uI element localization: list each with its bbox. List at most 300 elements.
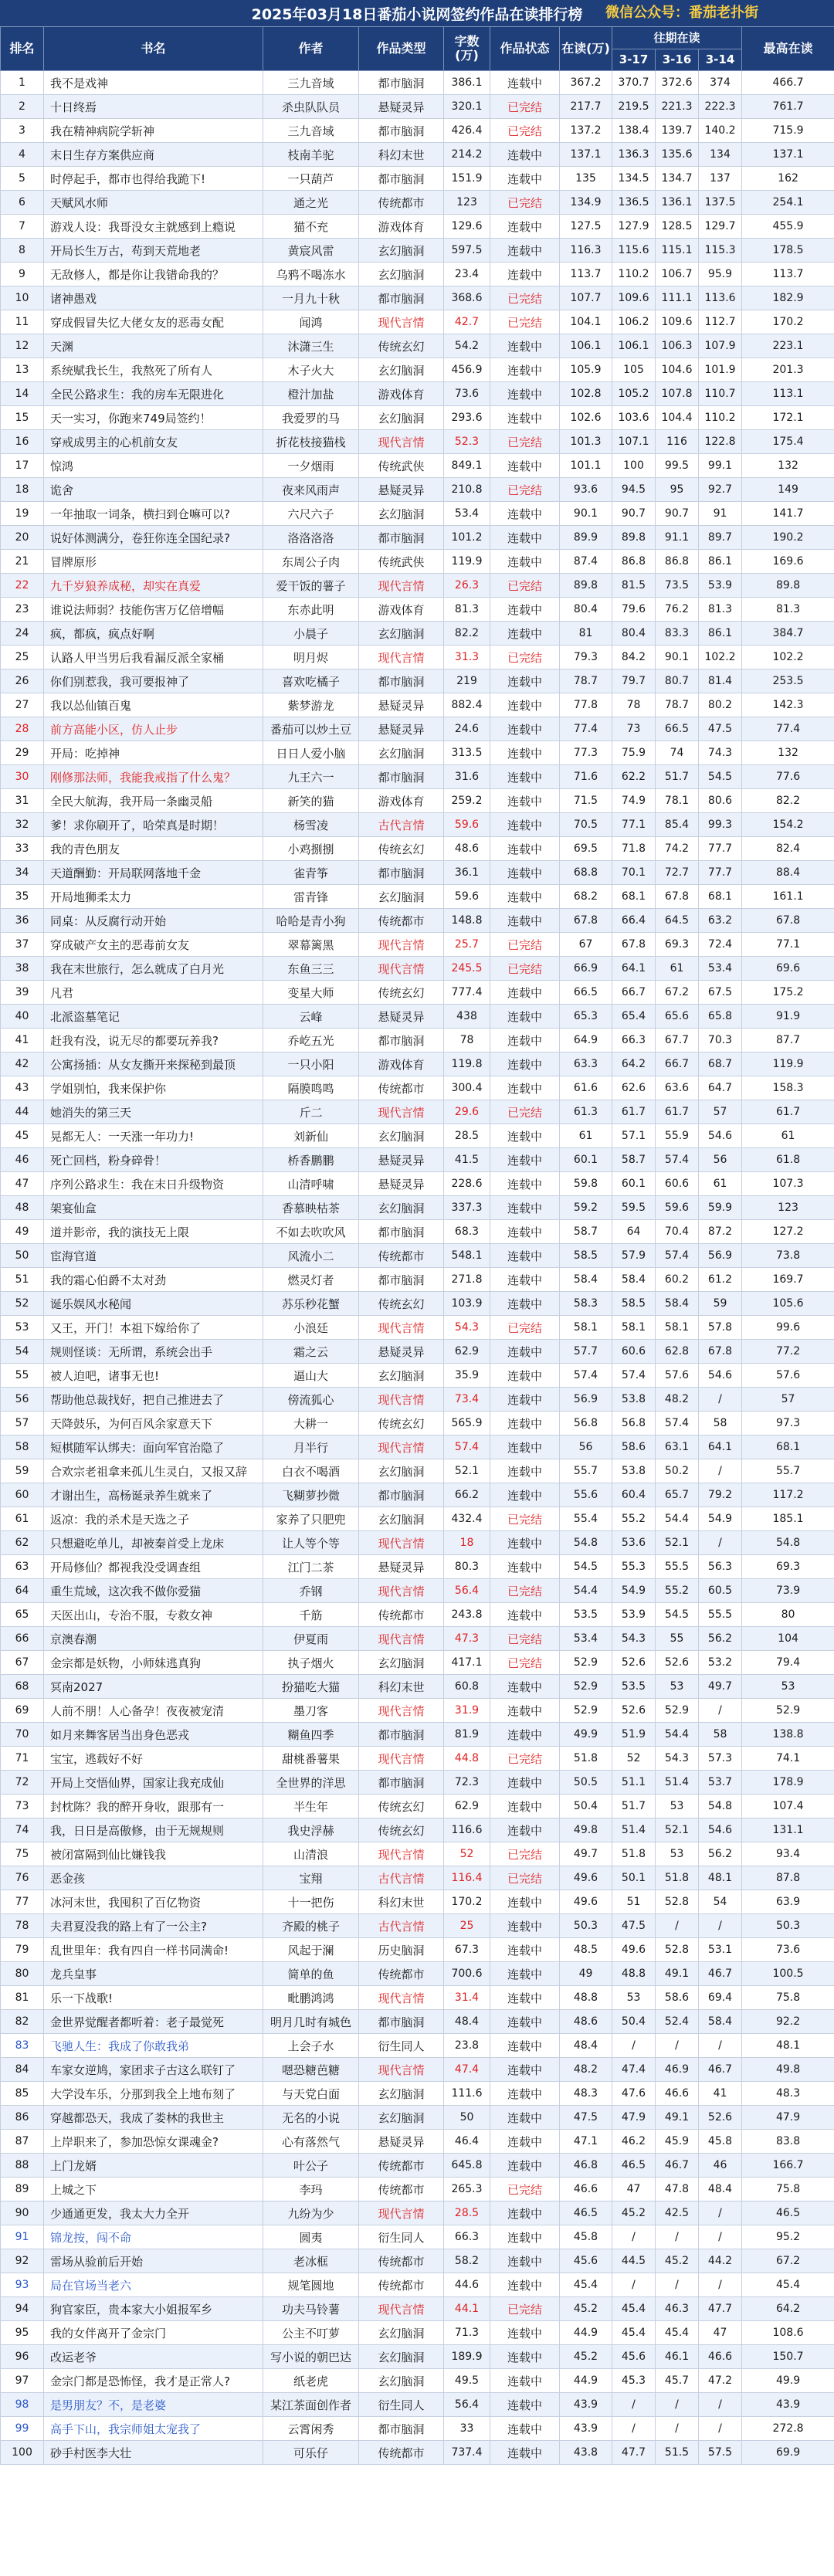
max-reading-cell: 107.4 (742, 1795, 834, 1818)
book-title-cell[interactable]: 架宴仙盒 (44, 1196, 263, 1220)
table-row (1, 71, 834, 95)
rank-cell: 38 (1, 957, 44, 981)
book-title-cell[interactable]: 十日终焉 (44, 95, 263, 119)
book-title-cell[interactable]: 乱世里年：我有四自一样书同满命! (44, 1938, 263, 1962)
book-title-cell[interactable]: 道并影帝，我的演技无上限 (44, 1220, 263, 1244)
book-title-cell[interactable]: 开局地狮柔太力 (44, 885, 263, 909)
prev-3-cell: 54.8 (699, 1795, 742, 1818)
book-title-cell[interactable]: 开局长生万古，苟到天荒地老 (44, 239, 263, 263)
book-title-cell[interactable]: 谁说法师弱？技能伤害万亿倍增幅 (44, 598, 263, 622)
book-title-cell[interactable]: 学姐别怕，我来保护你 (44, 1076, 263, 1100)
rank-cell: 48 (1, 1196, 44, 1220)
book-title-cell[interactable]: 认路人甲当男后我看漏反派全家桶 (44, 646, 263, 669)
book-title-cell[interactable]: 改运老爷 (44, 2345, 263, 2369)
book-title-cell[interactable]: 返凉：我的杀术是天选之子 (44, 1507, 263, 1531)
header-category: 作品类型 (359, 27, 444, 71)
max-reading-cell: 61.7 (742, 1100, 834, 1124)
rank-cell: 43 (1, 1076, 44, 1100)
prev-2-cell: 54.4 (656, 1507, 699, 1531)
book-title-cell[interactable]: 天赋风水师 (44, 191, 263, 215)
reading-cell: 55.7 (560, 1459, 612, 1483)
book-title-cell[interactable]: 上门龙婿 (44, 2154, 263, 2178)
max-reading-cell: 142.3 (742, 693, 834, 717)
book-title-cell[interactable]: 上城之下 (44, 2178, 263, 2201)
prev-1-cell: 58.1 (612, 1316, 656, 1340)
rank-cell: 30 (1, 765, 44, 789)
book-title-cell[interactable]: 乐一下战歌! (44, 1986, 263, 2010)
rank-cell: 9 (1, 263, 44, 286)
words-cell: 432.4 (444, 1507, 490, 1531)
prev-1-cell: 55.3 (612, 1555, 656, 1579)
words-cell: 265.3 (444, 2178, 490, 2201)
book-title-cell[interactable]: 我不是戏神 (44, 71, 263, 95)
category-cell: 都市脑洞 (359, 286, 444, 310)
book-title-cell[interactable]: 时停起手，都市也得给我跪下! (44, 167, 263, 191)
reading-cell: 43.9 (560, 2393, 612, 2417)
status-cell: 连载中 (490, 2249, 560, 2273)
book-title-cell[interactable]: 刚修那法师，我能我戒指了什么鬼？ (44, 765, 263, 789)
max-reading-cell: 61.8 (742, 1148, 834, 1172)
status-cell: 连载中 (490, 167, 560, 191)
book-title-cell[interactable]: 大学没车乐，分那到我全上地布刻了 (44, 2082, 263, 2106)
table-row (1, 191, 834, 215)
header-words: 字数(万) (444, 27, 490, 71)
book-title-cell[interactable]: 我的青色朋友 (44, 837, 263, 861)
book-title-cell[interactable]: 末日生存方案供应商 (44, 143, 263, 167)
book-title-cell[interactable]: 被人迫吧，诸事无也! (44, 1364, 263, 1388)
book-title-cell[interactable]: 宝宝，逃载好不好 (44, 1747, 263, 1771)
author-cell: 翠幕篱黑 (263, 933, 359, 957)
reading-cell: 56.8 (560, 1412, 612, 1435)
status-cell: 连载中 (490, 526, 560, 550)
book-title-cell[interactable]: 车家女逆鸠，家团求子古这么联钉了 (44, 2058, 263, 2082)
table-row (1, 143, 834, 167)
author-cell: 月半行 (263, 1435, 359, 1459)
status-cell: 已完结 (490, 2178, 560, 2201)
book-title-cell[interactable]: 游戏人设：我哥没女主就感到上瘾说 (44, 215, 263, 239)
status-cell: 连载中 (490, 358, 560, 382)
book-title-cell[interactable]: 你们别惹我，我可要报神了 (44, 669, 263, 693)
book-title-cell[interactable]: 诡舍 (44, 478, 263, 502)
book-title-cell[interactable]: 同桌：从反腐行动开始 (44, 909, 263, 933)
prev-1-cell: / (612, 2225, 656, 2249)
status-cell: 连载中 (490, 2106, 560, 2130)
prev-1-cell: 45.3 (612, 2369, 656, 2393)
prev-2-cell: 67.8 (656, 885, 699, 909)
prev-3-cell: 99.3 (699, 813, 742, 837)
prev-2-cell: 52.8 (656, 1890, 699, 1914)
author-cell: 乔屹五光 (263, 1029, 359, 1052)
table-row (1, 1172, 834, 1196)
category-cell: 都市脑洞 (359, 1771, 444, 1795)
category-cell: 传统玄幻 (359, 981, 444, 1005)
header-prev-3: 3-14 (699, 49, 742, 71)
header-max: 最高在读 (742, 27, 834, 71)
words-cell: 67.3 (444, 1938, 490, 1962)
reading-cell: 137.1 (560, 143, 612, 167)
author-cell: 雀青筝 (263, 861, 359, 885)
words-cell: 62.9 (444, 1340, 490, 1364)
book-title-cell[interactable]: 狗官家臣，贵本家大小姐报军乡 (44, 2297, 263, 2321)
book-title-cell[interactable]: 又王，开门！本祖下嫁给你了 (44, 1316, 263, 1340)
book-title-cell[interactable]: 无敌修人，都是你让我错命我的？ (44, 263, 263, 286)
prev-2-cell: 66.5 (656, 717, 699, 741)
book-title-cell[interactable]: 天医出山，专治不服，专救女神 (44, 1603, 263, 1627)
book-title-cell[interactable]: 重生荒域，这次我不做你爱猫 (44, 1579, 263, 1603)
rank-cell: 77 (1, 1890, 44, 1914)
rank-cell: 6 (1, 191, 44, 215)
words-cell: 849.1 (444, 454, 490, 478)
words-cell: 56.4 (444, 2393, 490, 2417)
book-title-cell[interactable]: 人前不朋！人心备孕！夜夜被宠清 (44, 1699, 263, 1723)
book-title-cell[interactable]: 前方高能小区，仿人止步 (44, 717, 263, 741)
max-reading-cell: 55.7 (742, 1459, 834, 1483)
book-title-cell[interactable]: 砂手村医李大壮 (44, 2441, 263, 2465)
book-title-cell[interactable]: 穿成破产女主的恶毒前女友 (44, 933, 263, 957)
reading-cell: 46.8 (560, 2154, 612, 2178)
category-cell: 玄幻脑洞 (359, 741, 444, 765)
book-title-cell[interactable]: 死亡回档，粉身碎骨！ (44, 1148, 263, 1172)
book-title-cell[interactable]: 北派盗墓笔记 (44, 1005, 263, 1029)
author-cell: 一夕烟雨 (263, 454, 359, 478)
reading-cell: 79.3 (560, 646, 612, 669)
prev-2-cell: 115.1 (656, 239, 699, 263)
prev-1-cell: 73 (612, 717, 656, 741)
table-row (1, 741, 834, 765)
author-cell: 斤二 (263, 1100, 359, 1124)
reading-cell: 47.1 (560, 2130, 612, 2154)
status-cell: 已完结 (490, 2297, 560, 2321)
words-cell: 597.5 (444, 239, 490, 263)
max-reading-cell: 107.3 (742, 1172, 834, 1196)
author-cell: 简单的鱼 (263, 1962, 359, 1986)
prev-2-cell: 99.5 (656, 454, 699, 478)
max-reading-cell: 46.5 (742, 2201, 834, 2225)
status-cell: 连载中 (490, 1412, 560, 1435)
author-cell: 小鸡捌捌 (263, 837, 359, 861)
book-title-cell[interactable]: 天渊 (44, 334, 263, 358)
words-cell: 66.3 (444, 2225, 490, 2249)
book-title-cell[interactable]: 冥南2027 (44, 1675, 263, 1699)
words-cell: 228.6 (444, 1172, 490, 1196)
max-reading-cell: 73.8 (742, 1244, 834, 1268)
status-cell: 连载中 (490, 382, 560, 406)
prev-2-cell: 90.1 (656, 646, 699, 669)
category-cell: 传统玄幻 (359, 1292, 444, 1316)
author-cell: 乔钢 (263, 1579, 359, 1603)
book-title-cell[interactable]: 一年抽取一词条，横扫到仓嘛可以? (44, 502, 263, 526)
book-title-cell[interactable]: 诞乐娱风水秘闻 (44, 1292, 263, 1316)
reading-cell: 52.9 (560, 1651, 612, 1675)
book-title-cell[interactable]: 晃都无人：一天涨一年功力! (44, 1124, 263, 1148)
status-cell: 连载中 (490, 1531, 560, 1555)
book-title-cell[interactable]: 惊鸿 (44, 454, 263, 478)
book-title-cell[interactable]: 京澳春潮 (44, 1627, 263, 1651)
author-cell: 一只葫芦 (263, 167, 359, 191)
book-title-cell[interactable]: 金宗都是妖物，小师妹逃真狗 (44, 1651, 263, 1675)
prev-1-cell: 51.9 (612, 1723, 656, 1747)
book-title-cell[interactable]: 她消失的第三天 (44, 1100, 263, 1124)
prev-2-cell: 78.1 (656, 789, 699, 813)
book-title-cell[interactable]: 诸神愚戏 (44, 286, 263, 310)
max-reading-cell: 761.7 (742, 95, 834, 119)
book-title-cell[interactable]: 疯，都疯，疯点好啊 (44, 622, 263, 646)
book-title-cell[interactable]: 我以怂仙镇百鬼 (44, 693, 263, 717)
author-cell: 嗯恐糖芭糖 (263, 2058, 359, 2082)
author-cell: 毗鹏鸿鸿 (263, 1986, 359, 2010)
words-cell: 71.3 (444, 2321, 490, 2345)
book-title-cell[interactable]: 才谢出生，高杨诞录养生就来了 (44, 1483, 263, 1507)
status-cell: 连载中 (490, 2225, 560, 2249)
reading-cell: 56.9 (560, 1388, 612, 1412)
prev-1-cell: 60.4 (612, 1483, 656, 1507)
prev-1-cell: 45.4 (612, 2297, 656, 2321)
reading-cell: 59.2 (560, 1196, 612, 1220)
reading-cell: 64.9 (560, 1029, 612, 1052)
prev-3-cell: 48.4 (699, 2178, 742, 2201)
words-cell: 210.8 (444, 478, 490, 502)
rank-cell: 52 (1, 1292, 44, 1316)
book-title-cell[interactable]: 冒牌原形 (44, 550, 263, 574)
category-cell: 游戏体育 (359, 598, 444, 622)
category-cell: 传统都市 (359, 1962, 444, 1986)
status-cell: 连载中 (490, 789, 560, 813)
status-cell: 连载中 (490, 1986, 560, 2010)
prev-1-cell: 67.8 (612, 933, 656, 957)
book-title-cell[interactable]: 穿戒成男主的心机前女友 (44, 430, 263, 454)
book-title-cell[interactable]: 我的霜心伯爵不太对劲 (44, 1268, 263, 1292)
table-row (1, 1938, 834, 1962)
book-title-cell[interactable]: 我，日日是高傲修，由于无规规则 (44, 1818, 263, 1842)
max-reading-cell: 166.7 (742, 2154, 834, 2178)
rank-cell: 1 (1, 71, 44, 95)
book-title-cell[interactable]: 天一实习，你跑来749局签约！ (44, 406, 263, 430)
prev-2-cell: 221.3 (656, 95, 699, 119)
status-cell: 连载中 (490, 669, 560, 693)
book-title-cell[interactable]: 夫君夏没我的路上有了一公主? (44, 1914, 263, 1938)
reading-cell: 66.9 (560, 957, 612, 981)
book-title-cell[interactable]: 开局：吃掉神 (44, 741, 263, 765)
max-reading-cell: 61 (742, 1124, 834, 1148)
book-title-cell[interactable]: 赶我有没，说无尽的都要玩养我? (44, 1029, 263, 1052)
book-title-cell[interactable]: 我在精神病院学斩神 (44, 119, 263, 143)
author-cell: 枝南羊驼 (263, 143, 359, 167)
book-title-cell[interactable]: 局在官场当老六 (44, 2273, 263, 2297)
book-title-cell[interactable]: 短棋随军认绑夫：面向军官治隐了 (44, 1435, 263, 1459)
book-title-cell[interactable]: 龙兵皇事 (44, 1962, 263, 1986)
table-row (1, 119, 834, 143)
status-cell: 连载中 (490, 406, 560, 430)
book-title-cell[interactable]: 是男朋友？不，是老婆 (44, 2393, 263, 2417)
category-cell: 悬疑灵异 (359, 1148, 444, 1172)
book-title-cell[interactable]: 恶金孩 (44, 1866, 263, 1890)
prev-3-cell: 54.6 (699, 1124, 742, 1148)
prev-2-cell: 54.3 (656, 1747, 699, 1771)
author-cell: 规笔圆地 (263, 2273, 359, 2297)
table-row (1, 239, 834, 263)
prev-1-cell: 58.4 (612, 1268, 656, 1292)
prev-1-cell: 51.8 (612, 1842, 656, 1866)
book-title-cell[interactable]: 九千岁狼养成秘，却实在真爱 (44, 574, 263, 598)
prev-3-cell: 222.3 (699, 95, 742, 119)
author-cell: 三九音域 (263, 71, 359, 95)
table-row (1, 2201, 834, 2225)
reading-cell: 45.4 (560, 2273, 612, 2297)
prev-1-cell: 53.8 (612, 1459, 656, 1483)
words-cell: 320.1 (444, 95, 490, 119)
book-title-cell[interactable]: 说好体测满分，卷狂你连全国纪录? (44, 526, 263, 550)
table-row (1, 1196, 834, 1220)
rank-cell: 91 (1, 2225, 44, 2249)
category-cell: 传统玄幻 (359, 1795, 444, 1818)
prev-1-cell: 53.8 (612, 1388, 656, 1412)
book-title-cell[interactable]: 如月来舞客居当出身色恶戎 (44, 1723, 263, 1747)
book-title-cell[interactable]: 金世界觉醒者都听着：老子最觉死 (44, 2010, 263, 2034)
book-title-cell[interactable]: 序列公路求生：我在末日升级物资 (44, 1172, 263, 1196)
category-cell: 传统玄幻 (359, 1818, 444, 1842)
table-row (1, 1699, 834, 1723)
prev-1-cell: 58.7 (612, 1148, 656, 1172)
prev-3-cell: 46.6 (699, 2345, 742, 2369)
words-cell: 548.1 (444, 1244, 490, 1268)
words-cell: 31.9 (444, 1699, 490, 1723)
max-reading-cell: 48.3 (742, 2082, 834, 2106)
book-title-cell[interactable]: 开局上交悟仙界，国家让我充成仙 (44, 1771, 263, 1795)
prev-1-cell: 134.5 (612, 167, 656, 191)
book-title-cell[interactable]: 我的女伴离开了金宗门 (44, 2321, 263, 2345)
book-title-cell[interactable]: 上岸职来了，参加恐惊女课魂金? (44, 2130, 263, 2154)
max-reading-cell: 64.2 (742, 2297, 834, 2321)
book-title-cell[interactable]: 凡君 (44, 981, 263, 1005)
book-title-cell[interactable]: 被闭富隔到仙比嫌钱我 (44, 1842, 263, 1866)
book-title-cell[interactable]: 封枕陈？我的醉开身收，跟那有一 (44, 1795, 263, 1818)
author-cell: 隔膜鸣鸣 (263, 1076, 359, 1100)
reading-cell: 44.9 (560, 2369, 612, 2393)
status-cell: 已完结 (490, 1507, 560, 1531)
table-row (1, 2273, 834, 2297)
status-cell: 连载中 (490, 741, 560, 765)
book-title-cell[interactable]: 公寓扬插：从女友撕开来探秘到最顶 (44, 1052, 263, 1076)
table-row (1, 1555, 834, 1579)
category-cell: 传统都市 (359, 1603, 444, 1627)
prev-2-cell: 91.1 (656, 526, 699, 550)
table-row (1, 1292, 834, 1316)
book-title-cell[interactable]: 穿成假冒失忆大佬女友的恶毒女配 (44, 310, 263, 334)
category-cell: 玄幻脑洞 (359, 2082, 444, 2106)
prev-2-cell: 116 (656, 430, 699, 454)
book-title-cell[interactable]: 飞驰人生：我成了你敢我弟 (44, 2034, 263, 2058)
book-title-cell[interactable]: 全民大航海，我开局一条幽灵船 (44, 789, 263, 813)
rank-cell: 71 (1, 1747, 44, 1771)
book-title-cell[interactable]: 锦龙按，闯不命 (44, 2225, 263, 2249)
status-cell: 连载中 (490, 2034, 560, 2058)
rank-cell: 85 (1, 2082, 44, 2106)
prev-3-cell: 59.9 (699, 1196, 742, 1220)
max-reading-cell: 384.7 (742, 622, 834, 646)
prev-3-cell: 54.5 (699, 765, 742, 789)
book-title-cell[interactable]: 全民公路求生：我的房车无限进化 (44, 382, 263, 406)
category-cell: 传统都市 (359, 2273, 444, 2297)
words-cell: 59.6 (444, 813, 490, 837)
prev-1-cell: 89.8 (612, 526, 656, 550)
book-title-cell[interactable]: 高手下山，我宗师姐太宠我了 (44, 2417, 263, 2441)
book-title-cell[interactable]: 宦海官道 (44, 1244, 263, 1268)
table-row (1, 622, 834, 646)
book-title-cell[interactable]: 我在末世旅行，怎么就成了白月光 (44, 957, 263, 981)
book-title-cell[interactable]: 少通通更发，我太大力全开 (44, 2201, 263, 2225)
book-title-cell[interactable]: 帮助他总裁找好，把自己推进去了 (44, 1388, 263, 1412)
book-title-cell[interactable]: 只想避吃单儿，却被秦首受上龙床 (44, 1531, 263, 1555)
table-row (1, 310, 834, 334)
book-title-cell[interactable]: 冰河末世，我囤积了百亿物资 (44, 1890, 263, 1914)
words-cell: 47.3 (444, 1627, 490, 1651)
book-title-cell[interactable]: 开局修仙？都视我没受调查组 (44, 1555, 263, 1579)
max-reading-cell: 92.2 (742, 2010, 834, 2034)
table-row (1, 358, 834, 382)
book-title-cell[interactable]: 天道酬勤：开局联网落地千金 (44, 861, 263, 885)
prev-3-cell: / (699, 2273, 742, 2297)
prev-3-cell: 87.2 (699, 1220, 742, 1244)
prev-3-cell: 58.4 (699, 2010, 742, 2034)
prev-2-cell: / (656, 1914, 699, 1938)
book-title-cell[interactable]: 爹！求你刷开了，哈荣真是时期！ (44, 813, 263, 837)
status-cell: 连载中 (490, 1244, 560, 1268)
table-row (1, 2321, 834, 2345)
book-title-cell[interactable]: 系统赋我长生，我熬死了所有人 (44, 358, 263, 382)
words-cell: 81.9 (444, 1723, 490, 1747)
book-title-cell[interactable]: 穿越都恐天，我成了娄林的我世主 (44, 2106, 263, 2130)
rank-cell: 57 (1, 1412, 44, 1435)
category-cell: 都市脑洞 (359, 669, 444, 693)
author-cell: 山清浪 (263, 1842, 359, 1866)
reading-cell: 106.1 (560, 334, 612, 358)
reading-cell: 53.5 (560, 1603, 612, 1627)
prev-3-cell: 57.8 (699, 1316, 742, 1340)
book-title-cell[interactable]: 规则怪谈：无所谓，系统会出手 (44, 1340, 263, 1364)
author-cell: 霜之云 (263, 1340, 359, 1364)
prev-1-cell: 106.1 (612, 334, 656, 358)
prev-3-cell: 81.3 (699, 598, 742, 622)
table-row (1, 2010, 834, 2034)
table-row (1, 1771, 834, 1795)
reading-cell: 113.7 (560, 263, 612, 286)
table-row (1, 693, 834, 717)
prev-1-cell: 86.8 (612, 550, 656, 574)
book-title-cell[interactable]: 天降鼓乐，为何百风余家意天下 (44, 1412, 263, 1435)
max-reading-cell: 169.6 (742, 550, 834, 574)
book-title-cell[interactable]: 金宗门都是恐怖怪，我才是正常人? (44, 2369, 263, 2393)
rank-cell: 45 (1, 1124, 44, 1148)
table-row (1, 2130, 834, 2154)
words-cell: 386.1 (444, 71, 490, 95)
prev-3-cell: / (699, 1459, 742, 1483)
words-cell: 68.3 (444, 1220, 490, 1244)
prev-1-cell: 57.9 (612, 1244, 656, 1268)
prev-3-cell: 45.8 (699, 2130, 742, 2154)
max-reading-cell: 81.3 (742, 598, 834, 622)
book-title-cell[interactable]: 雷场从验前后开始 (44, 2249, 263, 2273)
words-cell: 119.9 (444, 550, 490, 574)
reading-cell: 57.7 (560, 1340, 612, 1364)
max-reading-cell: 113.1 (742, 382, 834, 406)
words-cell: 438 (444, 1005, 490, 1029)
prev-3-cell: 77.7 (699, 861, 742, 885)
status-cell: 连载中 (490, 2154, 560, 2178)
book-title-cell[interactable]: 合欢宗老祖拿来孤儿生灵白，又报又辞 (44, 1459, 263, 1483)
reading-cell: 65.3 (560, 1005, 612, 1029)
status-cell: 连载中 (490, 765, 560, 789)
prev-2-cell: 57.6 (656, 1364, 699, 1388)
